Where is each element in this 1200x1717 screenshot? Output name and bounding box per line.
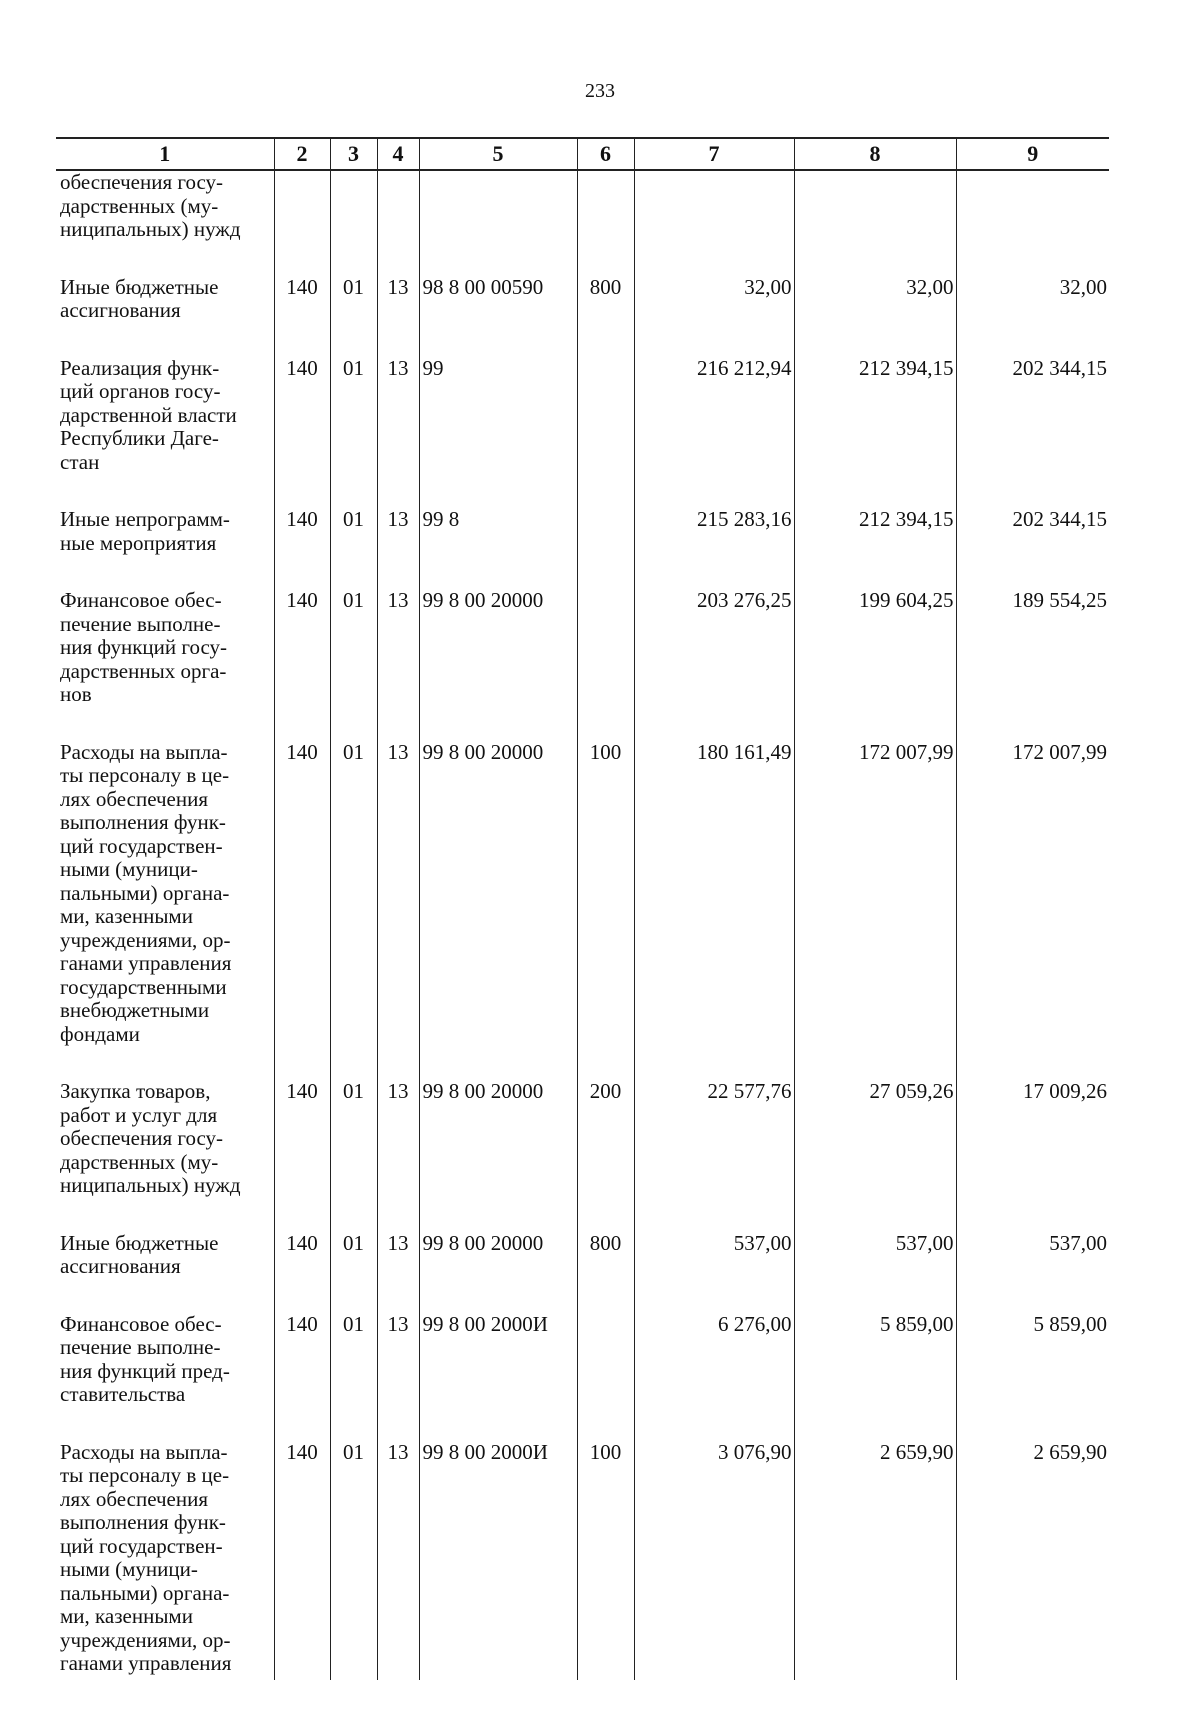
col-header-9: 9 — [956, 138, 1109, 170]
cell-col8: 5 859,00 — [794, 1313, 956, 1441]
cell-col6 — [577, 508, 634, 589]
row-name: обеспечения госу- дарственных (му- ниципальных) нужд — [60, 170, 241, 241]
cell-col7: 215 283,16 — [634, 508, 794, 589]
cell-col8: 2 659,90 — [794, 1441, 956, 1680]
table-row — [56, 741, 1109, 1081]
cell-col5: 98 8 00 00590 — [419, 276, 577, 357]
cell-col3: 01 — [330, 276, 377, 357]
budget-table — [56, 137, 1109, 1680]
cell-col8: 199 604,25 — [794, 589, 956, 741]
cell-col2: 140 — [274, 357, 330, 509]
col-header-8: 8 — [794, 138, 956, 170]
cell-col7: 3 076,90 — [634, 1441, 794, 1680]
cell-col2 — [274, 170, 330, 276]
cell-col4: 13 — [377, 741, 419, 1081]
cell-col3: 01 — [330, 508, 377, 589]
cell-col9: 537,00 — [956, 1232, 1109, 1313]
cell-col9: 172 007,99 — [956, 741, 1109, 1081]
cell-col8: 32,00 — [794, 276, 956, 357]
cell-col2: 140 — [274, 1232, 330, 1313]
cell-col6 — [577, 357, 634, 509]
cell-col3 — [330, 170, 377, 276]
cell-col6 — [577, 1313, 634, 1441]
cell-col8: 212 394,15 — [794, 357, 956, 509]
col-header-4: 4 — [377, 138, 419, 170]
table-row — [56, 276, 1109, 357]
cell-col5: 99 8 — [419, 508, 577, 589]
cell-col3: 01 — [330, 589, 377, 741]
cell-col5: 99 8 00 20000 — [419, 741, 577, 1081]
col-header-2: 2 — [274, 138, 330, 170]
cell-col8: 27 059,26 — [794, 1080, 956, 1232]
table-row — [56, 589, 1109, 741]
col-header-6: 6 — [577, 138, 634, 170]
table-row — [56, 170, 1109, 276]
cell-col3: 01 — [330, 357, 377, 509]
cell-col7: 216 212,94 — [634, 357, 794, 509]
cell-col9: 2 659,90 — [956, 1441, 1109, 1680]
cell-col2: 140 — [274, 1313, 330, 1441]
cell-col2: 140 — [274, 276, 330, 357]
cell-col2: 140 — [274, 589, 330, 741]
cell-col3: 01 — [330, 1080, 377, 1232]
table-row — [56, 1080, 1109, 1232]
cell-col5: 99 8 00 20000 — [419, 589, 577, 741]
table-row — [56, 357, 1109, 509]
table-row — [56, 1313, 1109, 1441]
cell-col4: 13 — [377, 1313, 419, 1441]
row-name: Иные бюджетные ассигнования — [60, 1230, 219, 1278]
cell-col8: 212 394,15 — [794, 508, 956, 589]
table-row — [56, 1232, 1109, 1313]
cell-col7: 537,00 — [634, 1232, 794, 1313]
cell-col4: 13 — [377, 276, 419, 357]
cell-col6: 100 — [577, 1441, 634, 1680]
row-name: Расходы на выпла- ты персоналу в це- лях обеспечения выполнения функ- ций государствен- ными (муници- пальными) органа- ми, казенными учреждениями, ор- ганами управления государственными внебюджетными фондами — [60, 739, 232, 1046]
cell-col8 — [794, 170, 956, 276]
cell-col4: 13 — [377, 508, 419, 589]
cell-col7: 22 577,76 — [634, 1080, 794, 1232]
cell-col2: 140 — [274, 1080, 330, 1232]
cell-col8: 172 007,99 — [794, 741, 956, 1081]
col-header-3: 3 — [330, 138, 377, 170]
cell-col6: 200 — [577, 1080, 634, 1232]
cell-col6: 800 — [577, 276, 634, 357]
cell-col9: 202 344,15 — [956, 357, 1109, 509]
cell-col6 — [577, 589, 634, 741]
cell-col6 — [577, 170, 634, 276]
cell-col3: 01 — [330, 1232, 377, 1313]
cell-col4: 13 — [377, 1080, 419, 1232]
cell-col9: 17 009,26 — [956, 1080, 1109, 1232]
cell-col8: 537,00 — [794, 1232, 956, 1313]
cell-col6: 800 — [577, 1232, 634, 1313]
cell-col5: 99 8 00 2000И — [419, 1313, 577, 1441]
cell-col4: 13 — [377, 589, 419, 741]
cell-col7: 180 161,49 — [634, 741, 794, 1081]
row-name: Иные бюджетные ассигнования — [60, 274, 219, 322]
cell-col9: 5 859,00 — [956, 1313, 1109, 1441]
row-name: Финансовое обес- печение выполне- ния функций госу- дарственных орга- нов — [60, 588, 228, 706]
cell-col2: 140 — [274, 741, 330, 1081]
row-name: Реализация функ- ций органов госу- дарственной власти Республики Даге- стан — [60, 355, 237, 474]
cell-col7: 203 276,25 — [634, 589, 794, 741]
row-name: Финансовое обес- печение выполне- ния функций пред- ставительства — [60, 1311, 230, 1406]
col-header-5: 5 — [419, 138, 577, 170]
table-row — [56, 1441, 1109, 1680]
row-name: Закупка товаров, работ и услуг для обеспечения госу- дарственных (му- ниципальных) нужд — [60, 1079, 241, 1197]
row-name: Иные непрограмм- ные мероприятия — [60, 507, 230, 555]
cell-col7 — [634, 170, 794, 276]
cell-col7: 6 276,00 — [634, 1313, 794, 1441]
cell-col4 — [377, 170, 419, 276]
cell-col3: 01 — [330, 1313, 377, 1441]
col-header-7: 7 — [634, 138, 794, 170]
cell-col5 — [419, 170, 577, 276]
cell-col9: 32,00 — [956, 276, 1109, 357]
cell-col6: 100 — [577, 741, 634, 1081]
table-row — [56, 508, 1109, 589]
col-header-1: 1 — [56, 138, 274, 170]
cell-col2: 140 — [274, 1441, 330, 1680]
cell-col4: 13 — [377, 357, 419, 509]
cell-col4: 13 — [377, 1441, 419, 1680]
row-name: Расходы на выпла- ты персоналу в це- лях обеспечения выполнения функ- ций государствен- ными (муници- пальными) органа- ми, казенными учреждениями, ор- ганами управления — [60, 1439, 232, 1675]
cell-col2: 140 — [274, 508, 330, 589]
cell-col9 — [956, 170, 1109, 276]
cell-col7: 32,00 — [634, 276, 794, 357]
cell-col5: 99 — [419, 357, 577, 509]
page-number: 233 — [585, 80, 615, 102]
cell-col9: 202 344,15 — [956, 508, 1109, 589]
cell-col9: 189 554,25 — [956, 589, 1109, 741]
cell-col5: 99 8 00 20000 — [419, 1080, 577, 1232]
cell-col5: 99 8 00 20000 — [419, 1232, 577, 1313]
cell-col3: 01 — [330, 741, 377, 1081]
header-row — [56, 138, 1109, 170]
cell-col4: 13 — [377, 1232, 419, 1313]
cell-col3: 01 — [330, 1441, 377, 1680]
cell-col5: 99 8 00 2000И — [419, 1441, 577, 1680]
